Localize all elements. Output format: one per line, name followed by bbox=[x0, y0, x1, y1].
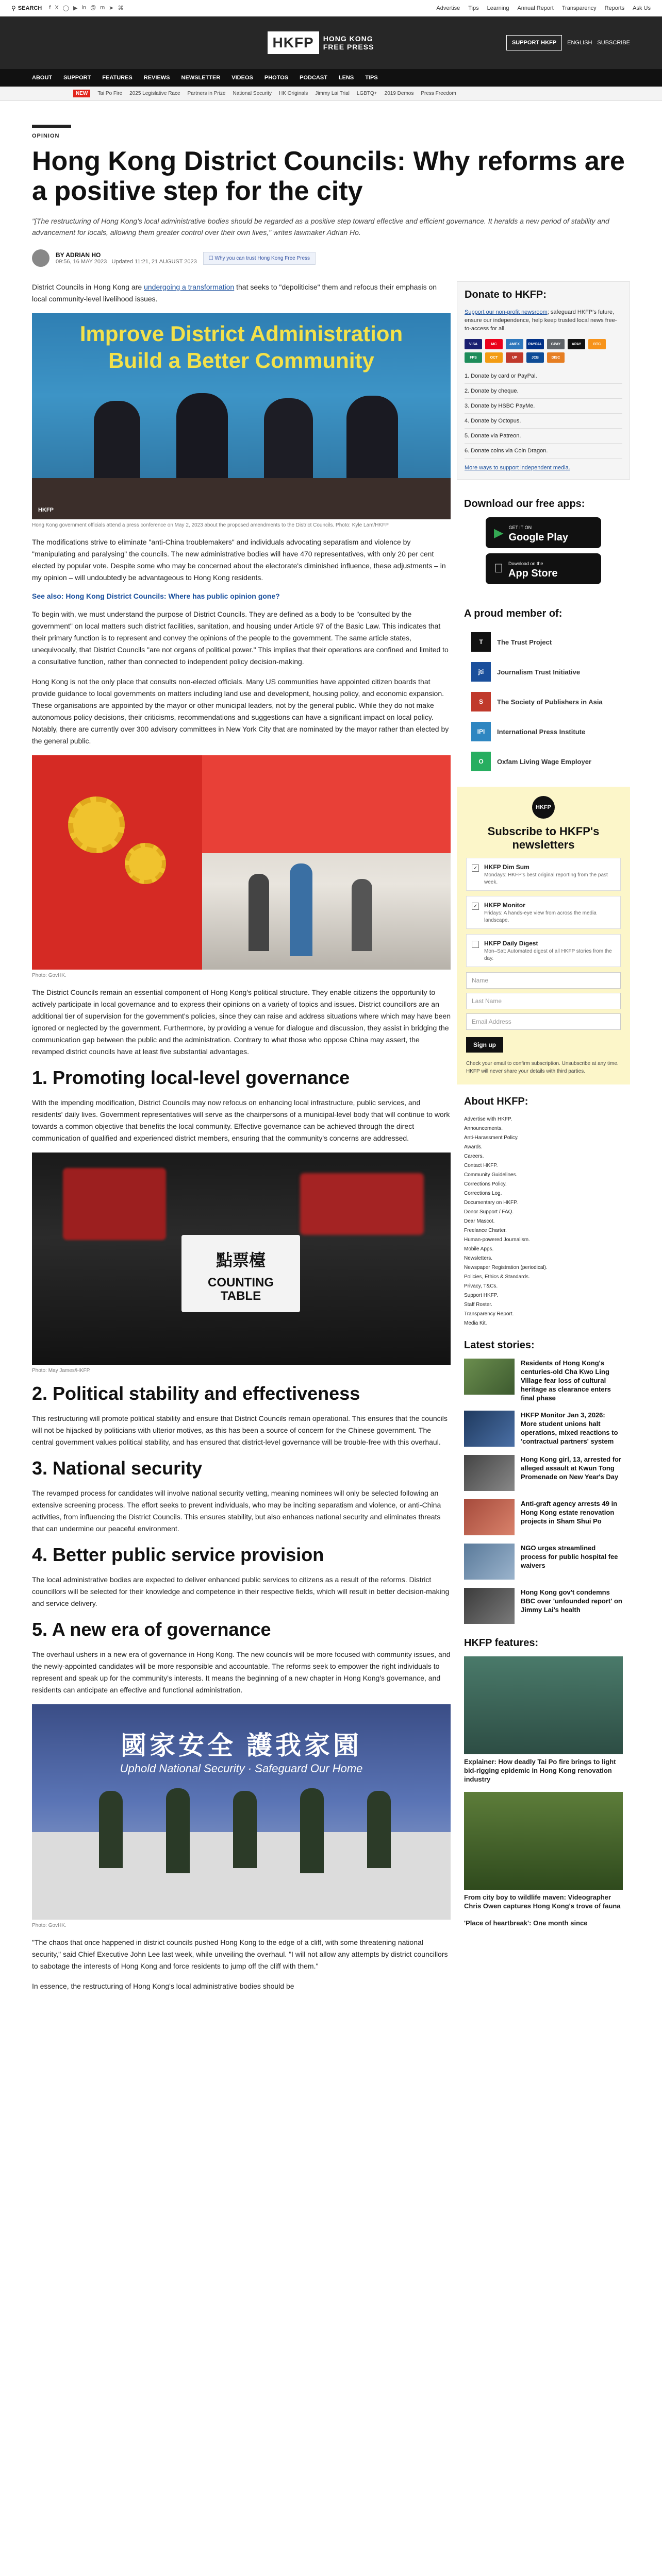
about-link[interactable]: Corrections Log. bbox=[464, 1191, 502, 1196]
donate-heading: Donate to HKFP: bbox=[465, 289, 547, 300]
logo-text bbox=[323, 35, 374, 51]
story-item[interactable] bbox=[464, 1411, 623, 1447]
checkbox[interactable]: ✓ bbox=[472, 865, 479, 872]
nav-item-reviews[interactable]: REVIEWS bbox=[143, 75, 170, 81]
ipi-icon: IPI bbox=[471, 722, 491, 741]
counting-sign-en: COUNTING TABLE bbox=[208, 1276, 274, 1303]
payment-icon: GPAY bbox=[547, 339, 565, 349]
member-jti[interactable] bbox=[457, 657, 630, 687]
nav-item-features[interactable]: FEATURES bbox=[102, 75, 133, 81]
payment-icon: APAY bbox=[568, 339, 585, 349]
about-link[interactable]: Staff Roster. bbox=[464, 1302, 492, 1308]
top-link[interactable]: Annual Report bbox=[517, 5, 554, 11]
payment-icon: DISC bbox=[547, 352, 565, 363]
article-category[interactable]: OPINION bbox=[32, 133, 60, 139]
about-box bbox=[457, 1084, 630, 1340]
photo-caption: Photo: GovHK. bbox=[32, 1923, 67, 1928]
member-sopa[interactable] bbox=[457, 687, 630, 717]
newsletter-desc: Fridays: A hands-eye view from across the media landscape. bbox=[484, 910, 597, 923]
logo-line2: FREE PRESS bbox=[323, 43, 374, 51]
article-title: Hong Kong District Councils: Why reforms are a positive step for the city bbox=[32, 146, 625, 206]
top-utility-bar bbox=[0, 0, 662, 16]
paragraph: The District Councils remain an essential component of Hong Kong's political structure. They enable citizens the opportunity to actively participate in local governance and to express their opinions on a variety of topics and issues. District councillors are an additional tier of supervision for the government's policies, since they can raise and address situations where which may have been ignored or neglected by the government. Furthermore, by providing a venue for dialogue and discussion, they assist in bridging the communication gap between the public and the administration. Contrary to what those who oppose China may assert, the revamped district councils have at least five substantial advantages. bbox=[32, 988, 451, 1056]
story-title: HKFP Monitor Jan 3, 2026: More student unions halt operations, mixed reactions to 'contractual partners' system bbox=[521, 1411, 618, 1445]
paragraph-text: that seeks to "depoliticise" them and refocus their emphasis on local community-level livelihood issues. bbox=[32, 283, 437, 303]
about-link[interactable]: Anti-Harassment Policy. bbox=[464, 1135, 519, 1141]
section-heading: 4. Better public service provision bbox=[32, 1544, 324, 1565]
payment-icon: PAYPAL bbox=[526, 339, 544, 349]
section-heading: 2. Political stability and effectiveness bbox=[32, 1383, 360, 1404]
newsletter-name: HKFP Dim Sum bbox=[484, 863, 529, 871]
story-thumbnail bbox=[464, 1359, 515, 1395]
about-link[interactable]: Dear Mascot. bbox=[464, 1218, 495, 1224]
donate-option[interactable]: 1. Donate by card or PayPal. bbox=[465, 369, 622, 384]
author-name[interactable]: BY ADRIAN HO bbox=[56, 251, 101, 259]
latest-stories bbox=[457, 1340, 630, 1637]
store-name: App Store bbox=[499, 567, 549, 579]
section-heading: 1. Promoting local-level governance bbox=[32, 1067, 350, 1088]
feature-thumbnail bbox=[464, 1656, 623, 1754]
hkfp-badge: HKFP bbox=[532, 796, 555, 819]
donate-option[interactable]: 3. Donate by HSBC PayMe. bbox=[465, 399, 622, 414]
checkbox[interactable]: ✓ bbox=[472, 903, 479, 910]
topic-tag[interactable]: Jimmy Lai Trial bbox=[315, 91, 350, 96]
page-layout bbox=[0, 281, 662, 2001]
byline bbox=[32, 249, 630, 267]
about-link[interactable]: Newsletters. bbox=[464, 1256, 493, 1261]
mastodon-icon[interactable]: m bbox=[100, 5, 105, 11]
banner-line1: Improve District Administration bbox=[79, 321, 403, 346]
membership-box bbox=[457, 608, 630, 776]
gear-decoration bbox=[68, 796, 125, 853]
about-link[interactable]: Donor Support / FAQ. bbox=[464, 1209, 514, 1215]
topic-tag[interactable]: 2019 Demos bbox=[384, 91, 414, 96]
updated-date: Updated 11:21, 21 AUGUST 2023 bbox=[111, 259, 197, 265]
photo-caption: Photo: GovHK. bbox=[32, 973, 67, 978]
about-link[interactable]: Awards. bbox=[464, 1144, 483, 1150]
donate-option[interactable]: 5. Donate via Patreon. bbox=[465, 429, 622, 444]
top-links bbox=[436, 5, 651, 11]
support-newsroom-link[interactable]: Support our non-profit newsroom bbox=[465, 309, 548, 315]
signup-button[interactable]: Sign up bbox=[466, 1037, 503, 1053]
story-title: Hong Kong gov't condemns BBC over 'unfounded report' on Jimmy Lai's health bbox=[521, 1588, 622, 1614]
donate-option[interactable]: 6. Donate coins via Coin Dragon. bbox=[465, 444, 622, 459]
paragraph: Hong Kong is not the only place that consults non-elected officials. Many US communities have appointed citizen boards that provide guidance to local governments on matters including land use and development, housing policy, and economic expansion. These organisations are appointed by the mayor or other municipal leaders, not by the general public. While they do not make autonomous policy decisions, their criticisms, recommendations and suggestions can have a significant impact on local policy. Notably, there are currently over 300 advisory committees in New York City that are nominated by the mayor rather than elected by the general public. bbox=[32, 677, 449, 745]
top-link[interactable]: Advertise bbox=[436, 5, 460, 11]
payment-icon: OCT bbox=[485, 352, 503, 363]
story-item[interactable] bbox=[464, 1544, 623, 1580]
newsletter-option[interactable] bbox=[466, 934, 621, 967]
donate-text bbox=[465, 308, 622, 333]
latest-heading: Latest stories: bbox=[464, 1340, 535, 1351]
nav-item-tips[interactable]: TIPS bbox=[365, 75, 378, 81]
logo-line1: HONG KONG bbox=[323, 35, 373, 43]
story-thumbnail bbox=[464, 1411, 515, 1447]
newsletter-heading: Subscribe to HKFP's newsletters bbox=[487, 825, 600, 851]
photo-caption: Photo: May James/HKFP. bbox=[32, 1368, 91, 1374]
story-item[interactable] bbox=[464, 1359, 623, 1402]
story-thumbnail bbox=[464, 1455, 515, 1491]
language-select[interactable]: ENGLISH bbox=[567, 40, 592, 46]
store-caption: GET IT ON bbox=[508, 524, 532, 530]
newsletter-note: Check your email to confirm subscription. Unsubscribe at any time. HKFP will never share your details with third parties. bbox=[466, 1061, 619, 1074]
about-link[interactable]: Community Guidelines. bbox=[464, 1172, 518, 1178]
author-avatar bbox=[32, 249, 49, 267]
features-heading: HKFP features: bbox=[464, 1637, 539, 1649]
paragraph bbox=[32, 281, 451, 305]
payment-icon: FPS bbox=[465, 352, 482, 363]
newsletter-desc: Mondays: HKFP's best original reporting from the past week. bbox=[484, 872, 608, 885]
about-link[interactable]: Media Kit. bbox=[464, 1320, 487, 1326]
instagram-icon[interactable]: ◯ bbox=[62, 5, 69, 11]
newsletter-name: HKFP Monitor bbox=[484, 902, 525, 909]
more-ways-link[interactable]: More ways to support independent media. bbox=[465, 465, 570, 471]
counting-sign bbox=[181, 1235, 300, 1312]
topic-tag[interactable]: 2025 Legislative Race bbox=[129, 91, 180, 96]
membership-heading: A proud member of: bbox=[464, 608, 562, 619]
paragraph: The modifications strive to eliminate "anti-China troublemakers" and individuals advocating separatism and violence by "manipulating and paralysing" the councils. The new administrative bodies will have 470 representatives, with only 20 per cent elected by popular vote. Despite some who may be concerned about the electorate's diminished influence, these adjustments – in my opinion – will undoubtedly be advantageous to Hong Kong residents. bbox=[32, 538, 446, 582]
shield-icon: ☐ bbox=[208, 255, 213, 261]
apps-heading: Download our free apps: bbox=[464, 498, 585, 510]
story-title: Anti-graft agency arrests 49 in Hong Kong estate renovation projects in Sham Shui Po bbox=[521, 1500, 618, 1525]
topic-tag-bar bbox=[0, 87, 662, 101]
topic-tag[interactable]: HK Originals bbox=[279, 91, 308, 96]
hkfp-watermark: HKFP bbox=[38, 507, 54, 513]
story-item[interactable] bbox=[464, 1588, 623, 1624]
jti-icon: jti bbox=[471, 662, 491, 682]
byline-text bbox=[56, 251, 197, 265]
newsletter-desc: Mon–Sat: Automated digest of all HKFP stories from the day. bbox=[484, 948, 612, 961]
payment-icon: BTC bbox=[588, 339, 606, 349]
x-icon[interactable]: X bbox=[55, 5, 59, 11]
donate-box bbox=[457, 281, 630, 480]
donate-option[interactable]: 4. Donate by Octopus. bbox=[465, 414, 622, 429]
newsletter-name: HKFP Daily Digest bbox=[484, 940, 538, 947]
counting-table-photo bbox=[32, 1153, 451, 1365]
site-logo[interactable] bbox=[268, 31, 374, 54]
play-icon: ▶ bbox=[494, 526, 504, 540]
paragraph: The revamped process for candidates will involve national security vetting, meaning nominees will only be selected following an extensive screening process. The effort seeks to prevent individuals, who may be inciting separatism and violence, or anti-China activities, from influencing the District Councils. This ensures stability, but also enhances national security and eliminates threats that can undermine our peaceful environment. bbox=[32, 1489, 441, 1533]
story-thumbnail bbox=[464, 1544, 515, 1580]
about-link[interactable]: Transparency Report. bbox=[464, 1311, 514, 1317]
story-thumbnail bbox=[464, 1499, 515, 1535]
banner-line2: Build a Better Community bbox=[108, 348, 374, 372]
feature-item[interactable] bbox=[464, 1656, 623, 1784]
payment-icon: JCB bbox=[526, 352, 544, 363]
rss-icon[interactable]: ⌘ bbox=[118, 5, 124, 11]
about-link[interactable]: Careers. bbox=[464, 1154, 484, 1159]
topic-tag[interactable]: Press Freedom bbox=[421, 91, 456, 96]
paragraph: The overhaul ushers in a new era of governance in Hong Kong. The new councils will be more focused with community issues, and the newly-appointed candidates will be more responsible and accountable. The reforms seek to empower the right individuals to represent and speak up for the community's interests. It means the beginning of a new chapter in Hong Kong's governance, and residents can anticipate an effective and functional administration. bbox=[32, 1650, 451, 1694]
about-link[interactable]: Mobile Apps. bbox=[464, 1246, 494, 1252]
apps-box bbox=[457, 491, 630, 597]
paragraph: To begin with, we must understand the purpose of District Councils. They are defined as a body to be "consulted by the government" on local matters such district facilities, sanitation, and housing under Article 97 of the Basic Law. This indicates that their primary function is to represent and convey the opinions of the people to the government. The same article states, unequivocally, that District Councils "are not organs of political power." This implies that their operations are confined and limited to a consultative function, rather than connected to independent policy decision-making. bbox=[32, 610, 449, 666]
transformation-link[interactable]: undergoing a transformation bbox=[144, 283, 235, 291]
section-heading: 3. National security bbox=[32, 1458, 203, 1479]
donate-text-body: ; safeguard HKFP's future, ensure our independence, help keep trusted local news free-to-access for all. bbox=[465, 309, 617, 332]
email-field[interactable]: Email Address bbox=[466, 1013, 621, 1030]
feature-item[interactable] bbox=[464, 1792, 623, 1910]
gear-decoration bbox=[125, 843, 166, 884]
about-link[interactable]: Advertise with HKFP. bbox=[464, 1116, 512, 1122]
trust-label: Why you can trust Hong Kong Free Press bbox=[214, 255, 310, 261]
about-link[interactable]: Support HKFP. bbox=[464, 1293, 498, 1298]
payment-icon: UP bbox=[506, 352, 523, 363]
story-title: Residents of Hong Kong's centuries-old Cha Kwo Ling Village fear loss of cultural heritage as clearance enters final phase bbox=[521, 1359, 611, 1402]
member-trust-project[interactable] bbox=[457, 627, 630, 657]
newsletter-box bbox=[457, 787, 630, 1084]
about-link[interactable]: Corrections Policy. bbox=[464, 1181, 507, 1187]
story-item[interactable] bbox=[464, 1455, 623, 1491]
nav-item-newsletter[interactable]: NEWSLETTER bbox=[181, 75, 221, 81]
counting-sign-cn: 點票檯 bbox=[216, 1251, 266, 1269]
search-link[interactable]: SEARCH bbox=[18, 5, 42, 11]
see-also-link[interactable]: See also: Hong Kong District Councils: Where has public opinion gone? bbox=[32, 592, 280, 600]
top-link[interactable]: Tips bbox=[468, 5, 479, 11]
store-caption: Download on the bbox=[499, 561, 534, 566]
donate-option[interactable]: 2. Donate by cheque. bbox=[465, 384, 622, 399]
member-oxfam[interactable] bbox=[457, 747, 630, 776]
newsletter-option[interactable] bbox=[466, 896, 621, 929]
topic-tag[interactable]: Partners in Prize bbox=[187, 91, 226, 96]
telegram-icon[interactable]: ➤ bbox=[109, 5, 114, 11]
brand-actions bbox=[506, 35, 630, 50]
store-name: Google Play bbox=[508, 531, 569, 543]
banner-en: Uphold National Security · Safeguard Our Home bbox=[120, 1762, 363, 1775]
payment-icon: VISA bbox=[465, 339, 482, 349]
subscribe-link[interactable]: SUBSCRIBE bbox=[597, 40, 630, 46]
paragraph: This restructuring will promote political stability and ensure that District Councils remain operational. This ensures that the councils will not be hijacked by politicians with ulterior motives, as this has been a source of concern for the Chinese government. The central government values political stability, and has ensured that district-level governance will be trouble-free with this overhaul. bbox=[32, 1414, 448, 1446]
nav-item-podcast[interactable]: PODCAST bbox=[300, 75, 327, 81]
sidebar bbox=[457, 281, 630, 2001]
nav-item-photos[interactable]: PHOTOS bbox=[264, 75, 289, 81]
national-security-photo bbox=[32, 1704, 451, 1920]
top-link[interactable]: Ask Us bbox=[633, 5, 651, 11]
about-link[interactable]: Newspaper Registration (periodical). bbox=[464, 1265, 548, 1270]
about-link[interactable]: Freelance Charter. bbox=[464, 1228, 507, 1233]
last-name-field[interactable]: Last Name bbox=[466, 993, 621, 1009]
photo-caption: Hong Kong government officials attend a press conference on May 2, 2023 about the proposed amendments to the District Councils. Photo: Kyle Lam/HKFP bbox=[32, 522, 389, 528]
about-link[interactable]: Privacy, T&Cs. bbox=[464, 1283, 498, 1289]
payment-icon: MC bbox=[485, 339, 503, 349]
paragraph: "The chaos that once happened in district councils pushed Hong Kong to the edge of a cliff, with some threatening national security," said Chief Executive John Lee last week, while unveiling the overhaul. "I will not allow any attempts by district councillors to sabotage the interests of Hong Kong and force residents to jump off the cliff with them." bbox=[32, 1938, 448, 1970]
youtube-icon[interactable]: ▶ bbox=[73, 5, 78, 11]
feature-title: 'Place of heartbreak': One month since bbox=[464, 1919, 588, 1927]
google-play-button[interactable] bbox=[486, 517, 601, 548]
about-heading: About HKFP: bbox=[464, 1096, 528, 1107]
member-name: Journalism Trust Initiative bbox=[497, 668, 581, 676]
main-nav bbox=[0, 69, 662, 87]
nav-item-videos[interactable]: VIDEOS bbox=[231, 75, 253, 81]
about-list bbox=[464, 1115, 623, 1328]
banner-cn: 國家安全 護我家園 bbox=[121, 1731, 362, 1760]
sopa-icon: S bbox=[471, 692, 491, 711]
member-ipi[interactable] bbox=[457, 717, 630, 747]
trust-project-icon: T bbox=[471, 632, 491, 652]
about-link[interactable]: Contact HKFP. bbox=[464, 1163, 498, 1168]
member-name: The Society of Publishers in Asia bbox=[497, 698, 603, 706]
feature-title: Explainer: How deadly Tai Po fire brings to light bid-rigging epidemic in Hong Kong renovation industry bbox=[464, 1758, 616, 1783]
trust-button[interactable] bbox=[203, 252, 316, 265]
name-field[interactable]: Name bbox=[466, 972, 621, 989]
about-link[interactable]: Human-powered Journalism. bbox=[464, 1237, 530, 1243]
category-rule bbox=[32, 125, 71, 128]
about-link[interactable]: Documentary on HKFP. bbox=[464, 1200, 518, 1206]
payment-methods bbox=[465, 339, 622, 363]
donate-options bbox=[465, 369, 622, 459]
publish-date: 09:56, 16 MAY 2023 bbox=[56, 259, 107, 265]
facebook-icon[interactable]: f bbox=[49, 5, 51, 11]
story-title: Hong Kong girl, 13, arrested for alleged assault at Kwun Tong Promenade on New Year's Day bbox=[521, 1455, 622, 1481]
feature-title: From city boy to wildlife maven: Videographer Chris Owen captures Hong Kong's trove of fauna bbox=[464, 1893, 621, 1910]
app-store-button[interactable] bbox=[486, 553, 601, 584]
topic-tag[interactable]: LGBTQ+ bbox=[356, 91, 377, 96]
district-council-photo bbox=[32, 755, 451, 970]
story-thumbnail bbox=[464, 1588, 515, 1624]
article-body bbox=[32, 281, 451, 2001]
social-icons bbox=[49, 5, 123, 11]
nav-item-about[interactable]: ABOUT bbox=[32, 75, 53, 81]
member-name: International Press Institute bbox=[497, 727, 586, 736]
support-hkfp-button[interactable]: SUPPORT HKFP bbox=[506, 35, 562, 50]
nav-item-support[interactable]: SUPPORT bbox=[63, 75, 91, 81]
brand-header bbox=[0, 16, 662, 69]
story-item[interactable] bbox=[464, 1499, 623, 1535]
payment-icon: AMEX bbox=[506, 339, 523, 349]
officials-silhouettes bbox=[32, 391, 451, 519]
section-heading: 5. A new era of governance bbox=[32, 1619, 271, 1640]
linkedin-icon[interactable]: in bbox=[81, 5, 86, 11]
top-link[interactable]: Reports bbox=[604, 5, 625, 11]
member-name: The Trust Project bbox=[497, 638, 552, 646]
top-link[interactable]: Learning bbox=[487, 5, 509, 11]
oxfam-icon: O bbox=[471, 752, 491, 771]
about-link[interactable]: Policies, Ethics & Standards. bbox=[464, 1274, 530, 1280]
newsletter-option[interactable] bbox=[466, 858, 621, 891]
checkbox[interactable] bbox=[472, 941, 479, 948]
logo-mark: HKFP bbox=[268, 31, 319, 54]
feature-item[interactable] bbox=[464, 1919, 623, 1927]
member-name: Oxfam Living Wage Employer bbox=[497, 757, 592, 766]
apple-icon bbox=[494, 562, 503, 576]
paragraph: With the impending modification, District Councils may now refocus on enhancing local infrastructure, public services, and residents' daily lives. Government representatives will serve as the chairpersons of a municipal-level body that will continue to work towards a common objective that benefits the local community. Effective governance can be achieved through the direct communication of qualified and experienced district members, ensuring that the community's concerns are addressed. bbox=[32, 1098, 450, 1142]
story-title: NGO urges streamlined process for public hospital fee waivers bbox=[521, 1544, 618, 1569]
about-link[interactable]: Announcements. bbox=[464, 1126, 503, 1131]
press-conference-photo bbox=[32, 313, 451, 519]
topic-tag[interactable]: Tai Po Fire bbox=[97, 91, 123, 96]
new-badge: NEW bbox=[73, 90, 90, 97]
threads-icon[interactable]: @ bbox=[90, 5, 96, 11]
search-icon[interactable]: ⚲ bbox=[11, 4, 16, 12]
paragraph: The local administrative bodies are expected to deliver enhanced public services to citizens as a result of the reforms. District councillors will be selected for their knowledge and competence in their respective fields, which will result in better decision-making and service delivery. bbox=[32, 1575, 450, 1607]
paragraph-text: District Councils in Hong Kong are bbox=[32, 283, 144, 291]
top-link[interactable]: Transparency bbox=[561, 5, 597, 11]
article-lead: "[The restructuring of Hong Kong's local administrative bodies should be regarded as a positive step toward effective and efficient governance. It heralds a new period of stability and advancement for locals, allowing them greater control over their own lives," writes lawmaker Adrian Ho. bbox=[32, 217, 609, 236]
paragraph: In essence, the restructuring of Hong Kong's local administrative bodies should be bbox=[32, 1982, 294, 1990]
nav-item-lens[interactable]: LENS bbox=[338, 75, 354, 81]
feature-thumbnail bbox=[464, 1792, 623, 1890]
hkfp-features bbox=[457, 1637, 630, 1927]
topic-tag[interactable]: National Security bbox=[233, 91, 272, 96]
